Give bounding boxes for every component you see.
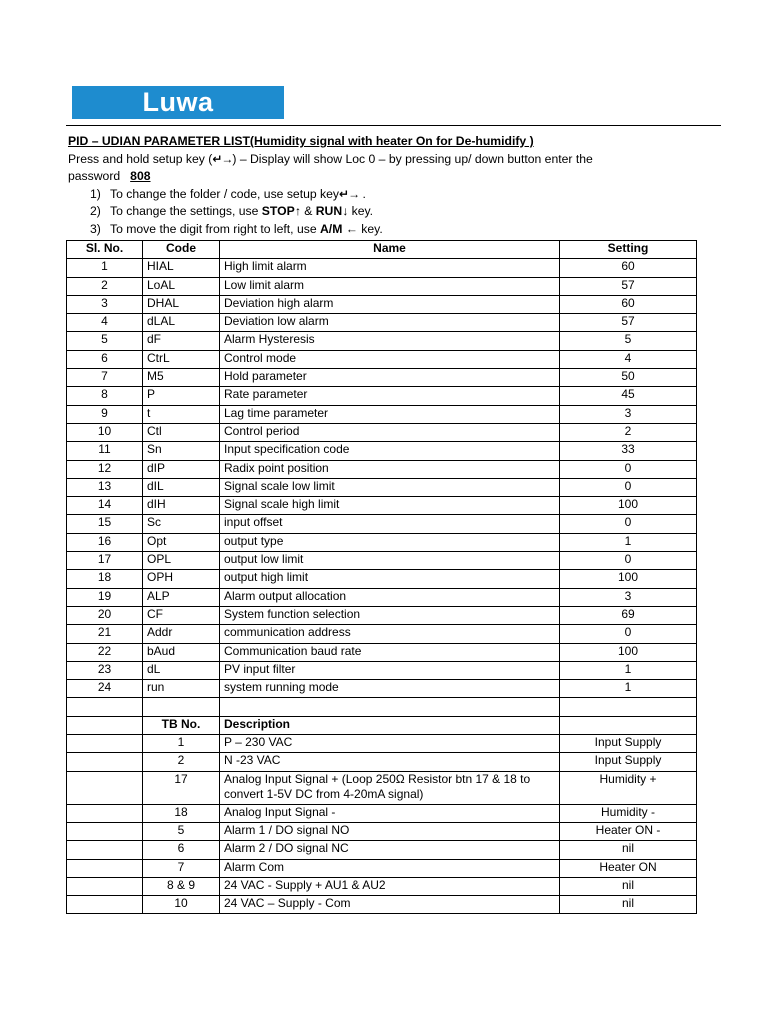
cell-setting: 1 — [560, 533, 697, 551]
cell-empty — [67, 716, 143, 734]
cell-name: output type — [220, 533, 560, 551]
cell-name: Radix point position — [220, 460, 560, 478]
cell-tb-no: 7 — [143, 859, 220, 877]
table-row — [67, 442, 697, 460]
table-row — [67, 460, 697, 478]
tb-row — [67, 804, 697, 822]
cell-code: ALP — [143, 588, 220, 606]
cell-empty — [67, 841, 143, 859]
cell-function: Humidity + — [560, 771, 697, 804]
cell-code: dIP — [143, 460, 220, 478]
cell-function: Input Supply — [560, 735, 697, 753]
cell-setting: 5 — [560, 332, 697, 350]
cell-name: communication address — [220, 625, 560, 643]
cell-setting: 2 — [560, 423, 697, 441]
header-code: Code — [143, 241, 220, 259]
cell-name: System function selection — [220, 606, 560, 624]
cell-name: Control mode — [220, 350, 560, 368]
cell-tb-no: 1 — [143, 735, 220, 753]
cell-empty — [67, 877, 143, 895]
table-row — [67, 661, 697, 679]
tb-header-row — [67, 716, 697, 734]
cell-sl-no: 11 — [67, 442, 143, 460]
step-number: 2) — [90, 204, 101, 219]
step-text: A/M — [320, 221, 343, 236]
cell-name: Signal scale low limit — [220, 478, 560, 496]
cell-function: nil — [560, 841, 697, 859]
tb-row — [67, 841, 697, 859]
cell-setting: 57 — [560, 277, 697, 295]
cell-empty — [560, 698, 697, 716]
cell-empty — [67, 804, 143, 822]
table-row — [67, 552, 697, 570]
table-row — [67, 369, 697, 387]
cell-name: Communication baud rate — [220, 643, 560, 661]
cell-empty — [67, 771, 143, 804]
header-description: Description — [220, 716, 560, 734]
cell-name: PV input filter — [220, 661, 560, 679]
cell-setting: 0 — [560, 515, 697, 533]
cell-setting: 50 — [560, 369, 697, 387]
cell-sl-no: 19 — [67, 588, 143, 606]
cell-description: P – 230 VAC — [220, 735, 560, 753]
cell-code: Ctl — [143, 423, 220, 441]
tb-row — [67, 771, 697, 804]
cell-description: Analog Input Signal - — [220, 804, 560, 822]
table-row — [67, 625, 697, 643]
step-text: . — [359, 186, 366, 201]
cell-code: dL — [143, 661, 220, 679]
cell-empty — [67, 735, 143, 753]
cell-name: Signal scale high limit — [220, 497, 560, 515]
cell-empty — [143, 698, 220, 716]
cell-name: Deviation low alarm — [220, 314, 560, 332]
cell-tb-no: 17 — [143, 771, 220, 804]
table-row — [67, 259, 697, 277]
cell-name: High limit alarm — [220, 259, 560, 277]
cell-empty — [67, 896, 143, 914]
cell-name: Low limit alarm — [220, 277, 560, 295]
cell-sl-no: 3 — [67, 295, 143, 313]
cell-code: run — [143, 680, 220, 698]
cell-name: Rate parameter — [220, 387, 560, 405]
cell-sl-no: 12 — [67, 460, 143, 478]
table-row — [67, 515, 697, 533]
cell-code: OPH — [143, 570, 220, 588]
cell-setting: 1 — [560, 661, 697, 679]
cell-empty — [67, 859, 143, 877]
instruction-text: ) – Display will show Loc 0 – by pressing up/ down button enter the — [232, 151, 593, 166]
cell-tb-no: 10 — [143, 896, 220, 914]
header-sl-no: Sl. No. — [67, 241, 143, 259]
cell-empty — [560, 716, 697, 734]
table-row — [67, 405, 697, 423]
step-number: 3) — [90, 221, 101, 236]
step-list — [68, 186, 718, 239]
cell-sl-no: 7 — [67, 369, 143, 387]
instruction-line-2 — [68, 168, 718, 186]
cell-sl-no: 2 — [67, 277, 143, 295]
table-row — [67, 387, 697, 405]
cell-name: Alarm Hysteresis — [220, 332, 560, 350]
cell-sl-no: 13 — [67, 478, 143, 496]
cell-function: Heater ON - — [560, 822, 697, 840]
cell-tb-no: 8 & 9 — [143, 877, 220, 895]
cell-code: bAud — [143, 643, 220, 661]
step-item — [68, 186, 718, 204]
step-text: RUN↓ — [315, 204, 349, 219]
table-row — [67, 295, 697, 313]
step-number: 1) — [90, 186, 101, 201]
tb-row — [67, 735, 697, 753]
cell-description: Alarm 1 / DO signal NO — [220, 822, 560, 840]
cell-sl-no: 1 — [67, 259, 143, 277]
cell-sl-no: 18 — [67, 570, 143, 588]
cell-code: M5 — [143, 369, 220, 387]
table-row — [67, 277, 697, 295]
cell-name: Alarm output allocation — [220, 588, 560, 606]
cell-code: dIH — [143, 497, 220, 515]
cell-setting: 1 — [560, 680, 697, 698]
cell-code: dIL — [143, 478, 220, 496]
instructions — [68, 133, 718, 239]
cell-description: 24 VAC - Supply + AU1 & AU2 — [220, 877, 560, 895]
table-blank-row — [67, 698, 697, 716]
cell-empty — [67, 753, 143, 771]
cell-code: DHAL — [143, 295, 220, 313]
table-row — [67, 533, 697, 551]
header-setting: Setting — [560, 241, 697, 259]
cell-name: Lag time parameter — [220, 405, 560, 423]
cell-code: dF — [143, 332, 220, 350]
cell-sl-no: 14 — [67, 497, 143, 515]
tb-row — [67, 877, 697, 895]
cell-setting: 4 — [560, 350, 697, 368]
cell-sl-no: 22 — [67, 643, 143, 661]
step-text: & — [300, 204, 316, 219]
table-row — [67, 680, 697, 698]
table-header-row — [67, 241, 697, 259]
document-title: PID – UDIAN PARAMETER LIST(Humidity signal with heater On for De-humidify ) — [68, 134, 534, 148]
cell-code: Addr — [143, 625, 220, 643]
cell-setting: 100 — [560, 570, 697, 588]
cell-description: N -23 VAC — [220, 753, 560, 771]
cell-code: OPL — [143, 552, 220, 570]
setup-key-icon: ↵→ — [212, 151, 233, 166]
cell-empty — [67, 698, 143, 716]
cell-setting: 100 — [560, 497, 697, 515]
cell-sl-no: 16 — [67, 533, 143, 551]
luwa-logo: Luwa — [72, 86, 284, 119]
instruction-text: Press and hold setup key ( — [68, 151, 213, 166]
table-row — [67, 350, 697, 368]
cell-description: 24 VAC – Supply - Com — [220, 896, 560, 914]
cell-empty — [67, 822, 143, 840]
cell-name: Deviation high alarm — [220, 295, 560, 313]
cell-setting: 0 — [560, 552, 697, 570]
cell-code: CF — [143, 606, 220, 624]
cell-code: HIAL — [143, 259, 220, 277]
table-row — [67, 478, 697, 496]
cell-function: nil — [560, 896, 697, 914]
step-item — [68, 221, 718, 239]
cell-function: nil — [560, 877, 697, 895]
cell-name: Input specification code — [220, 442, 560, 460]
step-text: key. — [348, 204, 374, 219]
cell-setting: 57 — [560, 314, 697, 332]
header-divider — [66, 125, 721, 126]
table-row — [67, 332, 697, 350]
cell-setting: 69 — [560, 606, 697, 624]
cell-tb-no: 2 — [143, 753, 220, 771]
table-row — [67, 497, 697, 515]
cell-sl-no: 5 — [67, 332, 143, 350]
cell-setting: 0 — [560, 460, 697, 478]
cell-sl-no: 20 — [67, 606, 143, 624]
table-row — [67, 588, 697, 606]
tb-row — [67, 859, 697, 877]
cell-description: Alarm Com — [220, 859, 560, 877]
cell-code: CtrL — [143, 350, 220, 368]
cell-function: Input Supply — [560, 753, 697, 771]
cell-sl-no: 8 — [67, 387, 143, 405]
cell-sl-no: 15 — [67, 515, 143, 533]
cell-sl-no: 21 — [67, 625, 143, 643]
cell-sl-no: 17 — [67, 552, 143, 570]
cell-description: Analog Input Signal + (Loop 250Ω Resistor btn 17 & 18 to convert 1-5V DC from 4-20mA signal) — [220, 771, 560, 804]
cell-description: Alarm 2 / DO signal NC — [220, 841, 560, 859]
header-tb-no: TB No. — [143, 716, 220, 734]
cell-empty — [220, 698, 560, 716]
header-name: Name — [220, 241, 560, 259]
cell-name: output low limit — [220, 552, 560, 570]
setup-key-icon: ↵→ — [339, 186, 360, 201]
cell-name: Hold parameter — [220, 369, 560, 387]
tb-row — [67, 822, 697, 840]
cell-code: Sc — [143, 515, 220, 533]
cell-setting: 3 — [560, 588, 697, 606]
cell-code: t — [143, 405, 220, 423]
cell-code: Opt — [143, 533, 220, 551]
password-value: 808 — [130, 169, 151, 184]
step-text: ← key. — [342, 221, 383, 236]
cell-sl-no: 24 — [67, 680, 143, 698]
tb-row — [67, 896, 697, 914]
cell-code: Sn — [143, 442, 220, 460]
cell-sl-no: 9 — [67, 405, 143, 423]
step-item — [68, 203, 718, 221]
step-text: To move the digit from right to left, use — [110, 221, 320, 236]
table-row — [67, 606, 697, 624]
cell-tb-no: 5 — [143, 822, 220, 840]
table-row — [67, 314, 697, 332]
table-row — [67, 423, 697, 441]
cell-sl-no: 6 — [67, 350, 143, 368]
step-text: STOP↑ — [261, 204, 301, 219]
cell-sl-no: 10 — [67, 423, 143, 441]
cell-setting: 100 — [560, 643, 697, 661]
cell-function: Humidity - — [560, 804, 697, 822]
cell-code: dLAL — [143, 314, 220, 332]
cell-setting: 60 — [560, 295, 697, 313]
cell-tb-no: 18 — [143, 804, 220, 822]
cell-code: P — [143, 387, 220, 405]
cell-function: Heater ON — [560, 859, 697, 877]
tb-row — [67, 753, 697, 771]
cell-name: input offset — [220, 515, 560, 533]
cell-name: Control period — [220, 423, 560, 441]
cell-sl-no: 4 — [67, 314, 143, 332]
password-label: password — [68, 169, 121, 184]
instruction-line-1 — [68, 151, 718, 169]
step-text: To change the folder / code, use setup key — [110, 186, 340, 201]
cell-setting: 0 — [560, 625, 697, 643]
parameter-table — [66, 240, 697, 914]
cell-setting: 0 — [560, 478, 697, 496]
cell-setting: 45 — [560, 387, 697, 405]
cell-setting: 60 — [560, 259, 697, 277]
cell-name: output high limit — [220, 570, 560, 588]
cell-setting: 3 — [560, 405, 697, 423]
cell-name: system running mode — [220, 680, 560, 698]
cell-setting: 33 — [560, 442, 697, 460]
cell-sl-no: 23 — [67, 661, 143, 679]
cell-tb-no: 6 — [143, 841, 220, 859]
cell-code: LoAL — [143, 277, 220, 295]
table-row — [67, 570, 697, 588]
table-row — [67, 643, 697, 661]
step-text: To change the settings, use — [110, 204, 262, 219]
